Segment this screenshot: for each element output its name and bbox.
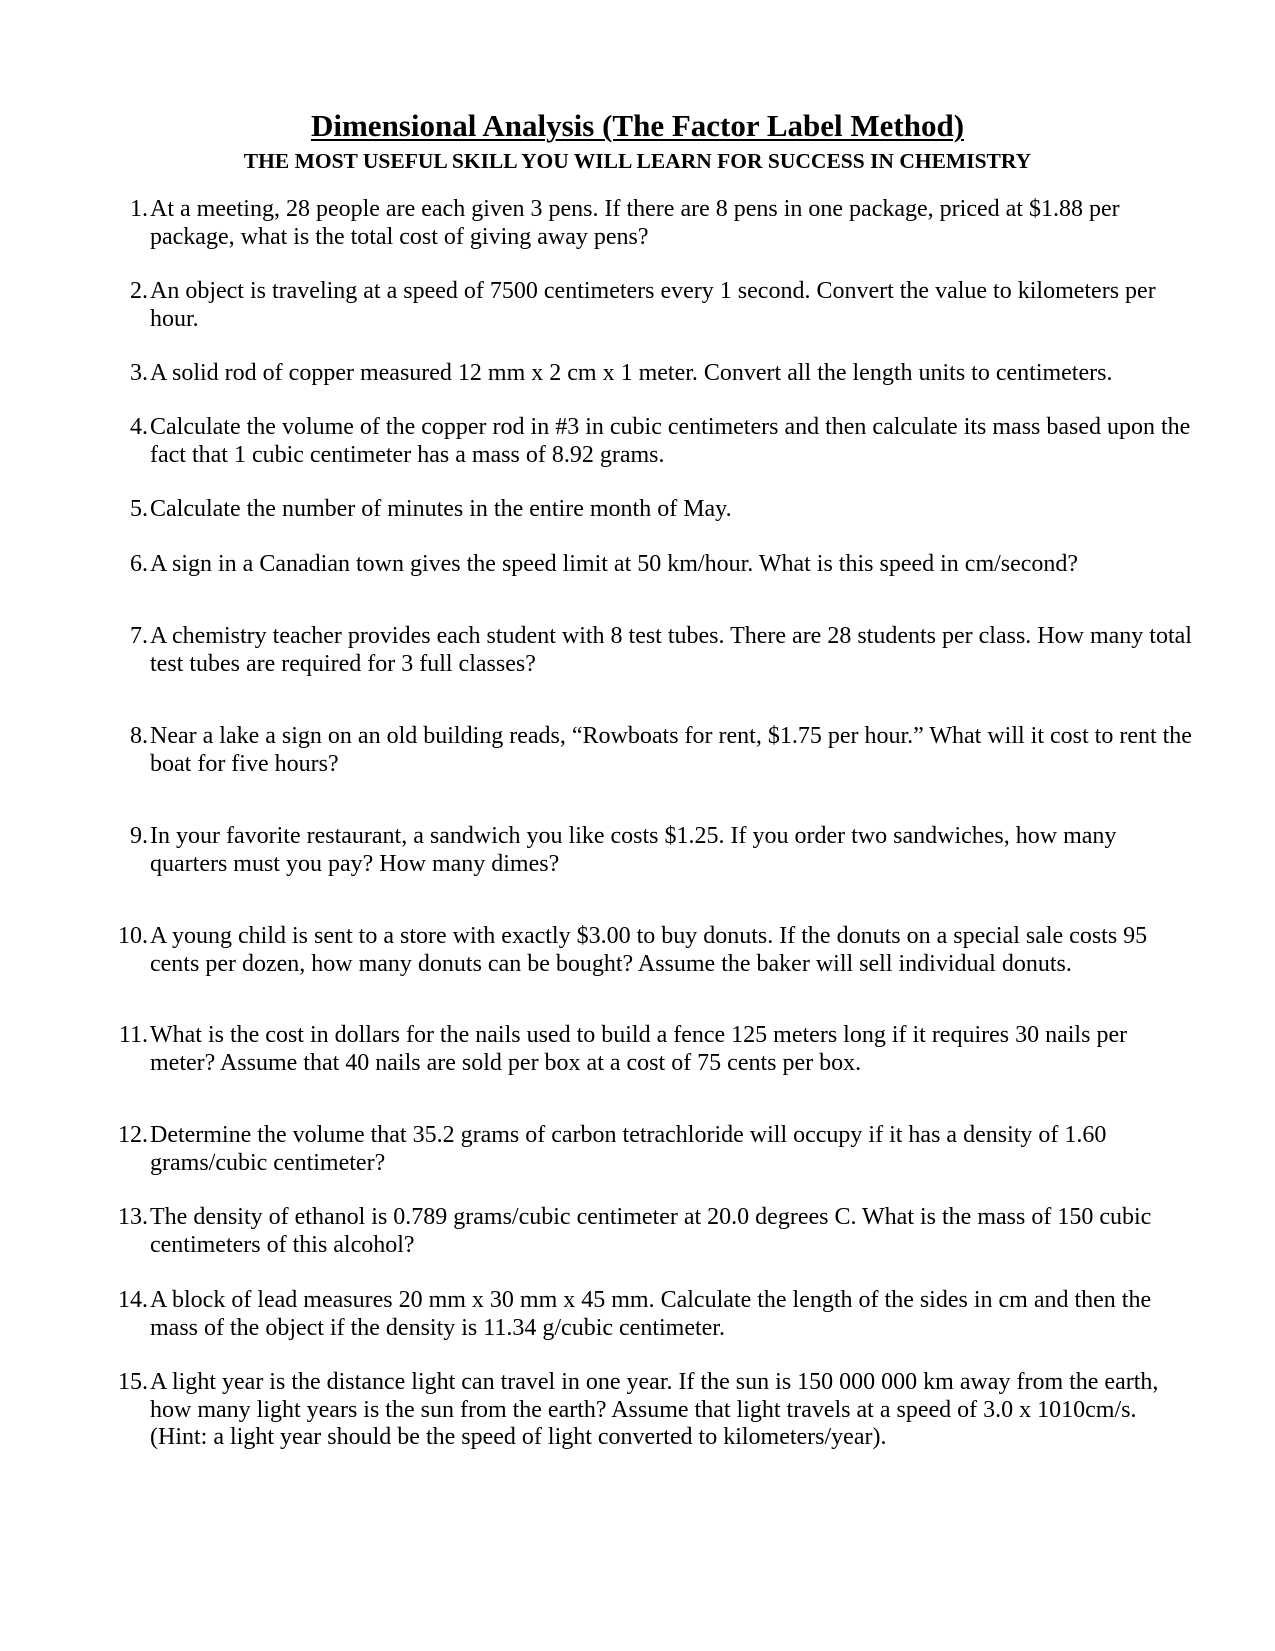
question-number: 5. <box>130 496 148 522</box>
question-text: A young child is sent to a store with exactly $3.00 to buy donuts. If the donuts on a special sale costs 95 cents per dozen, how many donuts can be bought? Assume the baker will sell individual donuts. <box>150 923 1148 977</box>
question-text: A light year is the distance light can travel in one year. If the sun is 150 000 000 km away from the earth, how many light years is the sun from the earth? Assume that light travels at a speed of 3.0 x 1010cm/s. (Hint: a light year should be the speed of light converted to kilometers/year). <box>150 1369 1159 1450</box>
question-15 <box>112 1369 1192 1452</box>
question-12 <box>112 1122 1192 1177</box>
question-text: Near a lake a sign on an old building reads, “Rowboats for rent, $1.75 per hour.” What will it cost to rent the boat for five hours? <box>150 723 1192 777</box>
question-number: 15. <box>118 1369 148 1395</box>
page-title: Dimensional Analysis (The Factor Label Method) <box>310 108 965 143</box>
question-number: 4. <box>130 414 148 440</box>
question-text: The density of ethanol is 0.789 grams/cubic centimeter at 20.0 degrees C. What is the mass of 150 cubic centimeters of this alcohol? <box>150 1204 1152 1258</box>
question-text: Calculate the number of minutes in the entire month of May. <box>150 496 732 522</box>
question-number: 3. <box>130 360 148 386</box>
question-number: 10. <box>118 923 148 949</box>
page-subtitle: THE MOST USEFUL SKILL YOU WILL LEARN FOR SUCCESS IN CHEMISTRY <box>243 149 1032 173</box>
question-5 <box>112 496 1192 524</box>
question-number: 13. <box>118 1204 148 1230</box>
question-13 <box>112 1204 1192 1259</box>
question-number: 14. <box>118 1287 148 1313</box>
question-text: Calculate the volume of the copper rod in #3 in cubic centimeters and then calculate its mass based upon the fact that 1 cubic centimeter has a mass of 8.92 grams. <box>150 414 1191 468</box>
question-number: 11. <box>118 1022 148 1048</box>
question-number: 8. <box>130 723 148 749</box>
question-number: 1. <box>130 196 148 222</box>
question-text: A chemistry teacher provides each student with 8 test tubes. There are 28 students per class. How many total test tubes are required for 3 full classes? <box>150 623 1192 677</box>
question-text: A block of lead measures 20 mm x 30 mm x 45 mm. Calculate the length of the sides in cm and then the mass of the object if the density is 11.34 g/cubic centimeter. <box>150 1287 1152 1341</box>
question-8 <box>112 723 1192 778</box>
question-11 <box>112 1022 1192 1077</box>
question-text: Determine the volume that 35.2 grams of carbon tetrachloride will occupy if it has a density of 1.60 grams/cubic centimeter? <box>150 1122 1107 1176</box>
question-text: A sign in a Canadian town gives the speed limit at 50 km/hour. What is this speed in cm/second? <box>150 551 1079 577</box>
question-9 <box>112 823 1192 878</box>
question-6 <box>112 551 1192 579</box>
question-text: An object is traveling at a speed of 7500 centimeters every 1 second. Convert the value to kilometers per hour. <box>150 278 1156 332</box>
question-number: 7. <box>130 623 148 649</box>
question-text: At a meeting, 28 people are each given 3 pens. If there are 8 pens in one package, priced at $1.88 per package, what is the total cost of giving away pens? <box>150 196 1120 250</box>
question-number: 9. <box>130 823 148 849</box>
question-text: In your favorite restaurant, a sandwich you like costs $1.25. If you order two sandwiches, how many quarters must you pay? How many dimes? <box>150 823 1117 877</box>
question-2 <box>112 278 1192 333</box>
question-4 <box>112 414 1192 469</box>
question-7 <box>112 623 1192 678</box>
question-10 <box>112 923 1192 978</box>
question-3 <box>112 360 1192 388</box>
question-14 <box>112 1287 1192 1342</box>
question-text: What is the cost in dollars for the nails used to build a fence 125 meters long if it requires 30 nails per meter? Assume that 40 nails are sold per box at a cost of 75 cents per box. <box>150 1022 1128 1076</box>
question-number: 2. <box>130 278 148 304</box>
question-number: 6. <box>130 551 148 577</box>
question-text: A solid rod of copper measured 12 mm x 2 cm x 1 meter. Convert all the length units to centimeters. <box>150 360 1113 386</box>
question-1 <box>112 196 1192 251</box>
question-number: 12. <box>118 1122 148 1148</box>
